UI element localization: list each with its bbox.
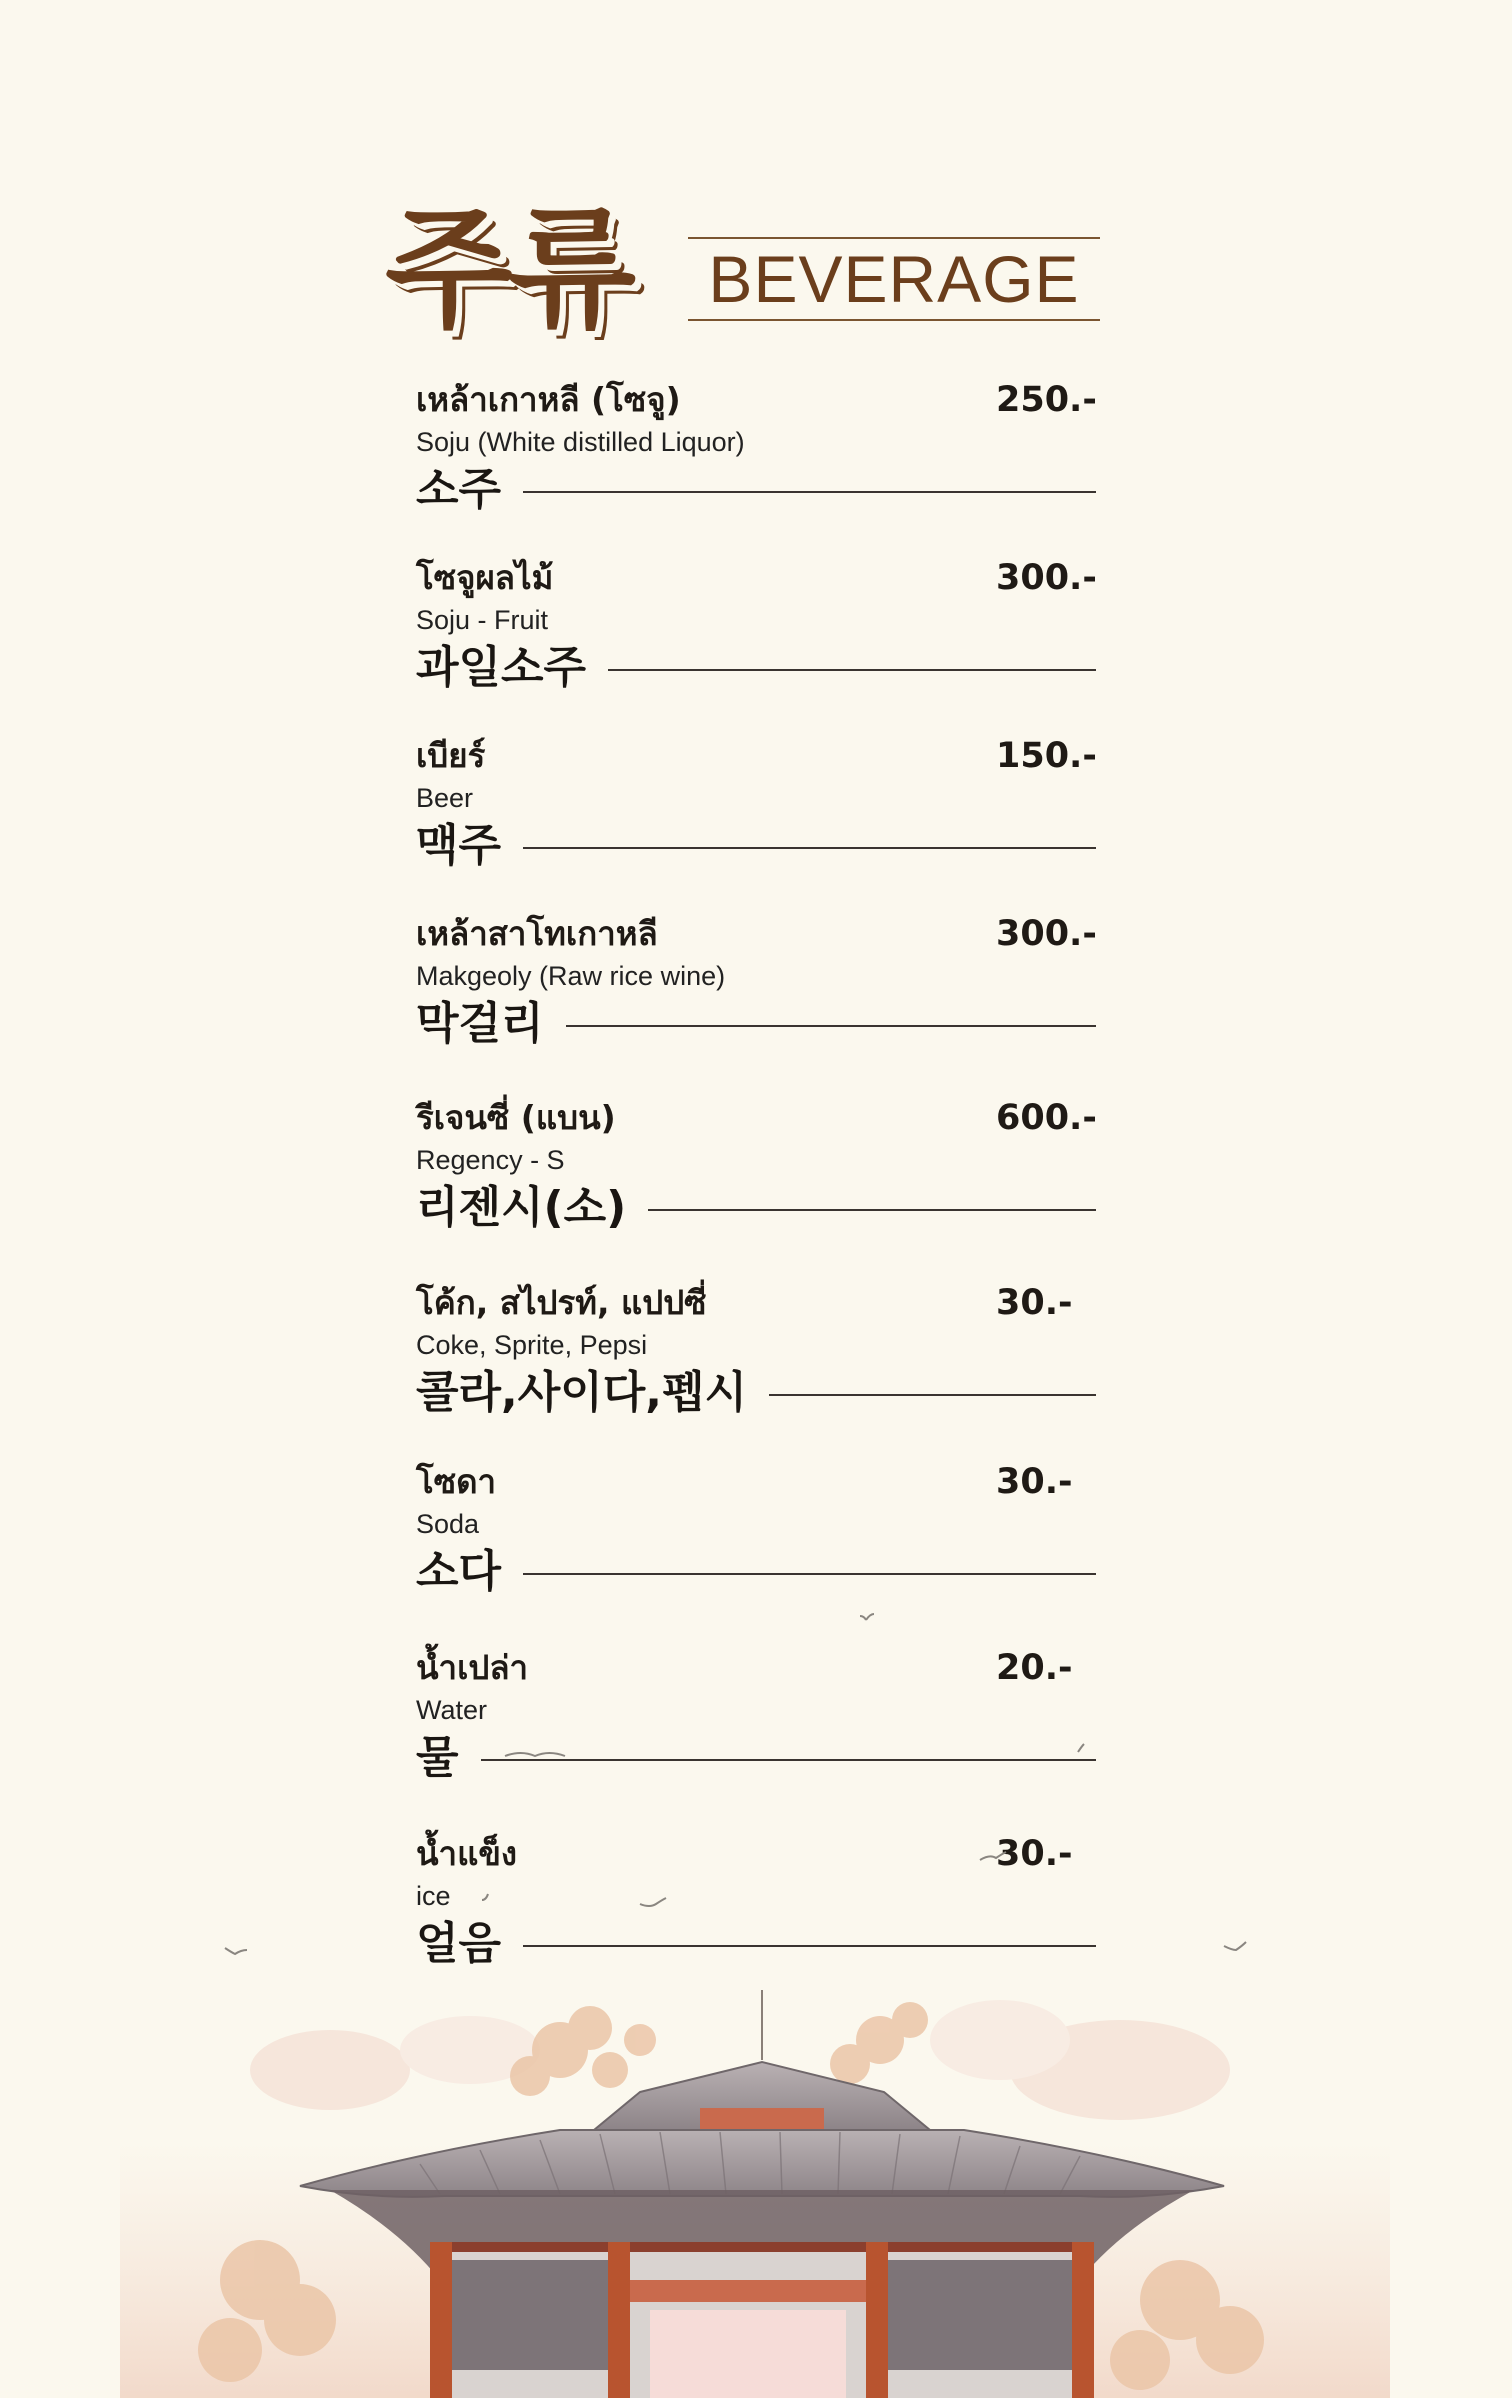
menu-item: [416, 914, 1096, 1054]
item-name-thai: รีเจนซี่ (แบน): [416, 1098, 616, 1137]
item-price: 600.-: [996, 1098, 1097, 1138]
menu-item: [416, 380, 1096, 520]
title-korean: 주류: [385, 193, 633, 347]
item-name-korean: 막걸리: [416, 998, 544, 1049]
item-name-thai: โซดา: [416, 1462, 497, 1501]
item-name-korean: 리젠시(소): [416, 1182, 627, 1233]
birds-decoration: [0, 1580, 1512, 1980]
item-name-korean: 얼음: [416, 1918, 502, 1969]
item-name-english: Soju - Fruit: [416, 605, 549, 635]
menu-header: [385, 195, 1100, 355]
item-name-korean: 맥주: [416, 820, 502, 871]
item-price: 30.-: [996, 1462, 1073, 1502]
item-price: 300.-: [996, 914, 1097, 954]
item-divider: [523, 1573, 1096, 1575]
item-name-thai: โซจูผลไม้: [416, 558, 554, 597]
menu-item: [416, 1283, 1096, 1423]
item-name-thai: โค้ก, สไปรท์, แปปซี่: [416, 1283, 707, 1322]
item-divider: [648, 1209, 1096, 1211]
item-name-thai: น้ำแข็ง: [416, 1834, 518, 1873]
item-price: 30.-: [996, 1834, 1073, 1874]
item-price: 300.-: [996, 558, 1097, 598]
item-name-english: Regency - S: [416, 1145, 565, 1175]
menu-item: [416, 736, 1096, 876]
item-name-korean: 소다: [416, 1546, 502, 1597]
item-price: 250.-: [996, 380, 1097, 420]
item-korean-row: [416, 818, 1096, 874]
item-divider: [769, 1394, 1096, 1396]
item-price: 150.-: [996, 736, 1097, 776]
item-korean-row: [416, 462, 1096, 518]
korean-pavilion-illustration: [0, 1980, 1512, 2398]
item-name-english: Beer: [416, 783, 474, 813]
item-name-english: Soda: [416, 1509, 480, 1539]
item-name-english: ice: [416, 1881, 451, 1911]
item-name-korean: 소주: [416, 464, 502, 515]
item-name-korean: 과일소주: [416, 642, 587, 693]
menu-item: [416, 1098, 1096, 1238]
item-name-korean: 물: [416, 1732, 459, 1783]
item-korean-row: [416, 996, 1096, 1052]
item-name-english: Makgeoly (Raw rice wine): [416, 961, 726, 991]
item-name-thai: เบียร์: [416, 736, 486, 775]
item-korean-row: [416, 1180, 1096, 1236]
item-name-english: Water: [416, 1695, 488, 1725]
item-korean-row: [416, 1365, 1096, 1421]
item-divider: [608, 669, 1096, 671]
item-name-thai: เหล้าสาโทเกาหลี: [416, 914, 658, 953]
item-name-thai: น้ำเปล่า: [416, 1648, 529, 1687]
title-english: BEVERAGE: [708, 242, 1080, 316]
item-name-english: Soju (White distilled Liquor): [416, 427, 745, 457]
item-name-english: Coke, Sprite, Pepsi: [416, 1330, 648, 1360]
item-divider: [523, 491, 1096, 493]
item-name-korean: 콜라,사이다,펩시: [416, 1367, 747, 1418]
menu-item: [416, 558, 1096, 698]
item-price: 30.-: [996, 1283, 1073, 1323]
item-divider: [566, 1025, 1096, 1027]
item-divider: [523, 847, 1096, 849]
item-name-thai: เหล้าเกาหลี (โซจู): [416, 380, 681, 419]
title-english-frame: [688, 237, 1100, 321]
item-price: 20.-: [996, 1648, 1073, 1688]
item-korean-row: [416, 640, 1096, 696]
